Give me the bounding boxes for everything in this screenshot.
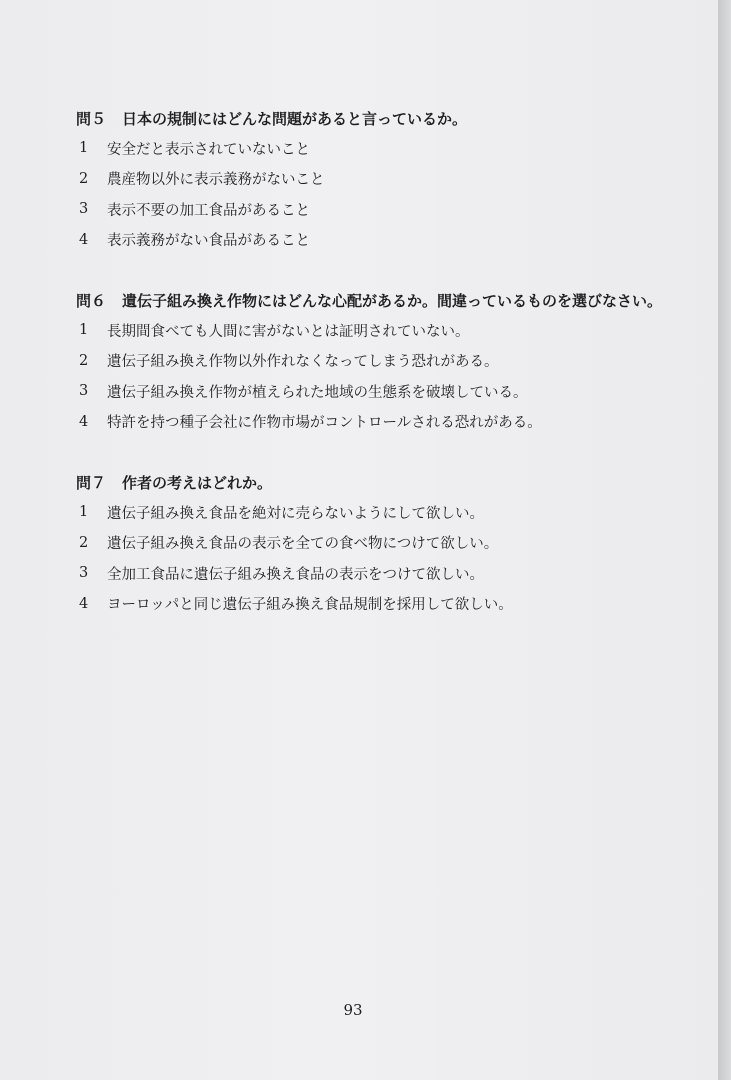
page-edge — [718, 0, 731, 1080]
answer-option — [76, 225, 716, 256]
option-number: 4 — [79, 413, 89, 430]
answer-option — [76, 558, 716, 589]
question-7 — [76, 467, 716, 619]
option-text: ヨーロッパと同じ遺伝子組み換え食品規制を採用して欲しい。 — [107, 597, 513, 614]
option-text: 特許を持つ種子会社に作物市場がコントロールされる恐れがある。 — [107, 415, 542, 432]
answer-option — [76, 589, 716, 620]
option-text: 遺伝子組み換え作物以外作れなくなってしまう恐れがある。 — [107, 354, 499, 371]
question-text: 日本の規制にはどんな問題があると言っているか。 — [122, 109, 468, 128]
option-number: 1 — [79, 322, 89, 339]
question-5 — [76, 103, 716, 255]
answer-option — [76, 407, 716, 438]
option-number: 1 — [79, 140, 89, 157]
question-number: 問７ — [76, 473, 107, 492]
option-number: 3 — [79, 383, 89, 400]
question-heading — [76, 467, 716, 497]
option-text: 全加工食品に遺伝子組み換え食品の表示をつけて欲しい。 — [107, 566, 484, 583]
answer-option — [76, 164, 716, 195]
question-text: 遺伝子組み換え作物にはどんな心配があるか。間違っているものを選びなさい。 — [122, 291, 663, 310]
option-text: 遺伝子組み換え食品の表示を全ての食べ物につけて欲しい。 — [107, 536, 499, 553]
answer-option — [76, 497, 716, 528]
option-number: 2 — [79, 534, 89, 551]
option-text: 遺伝子組み換え作物が植えられた地域の生態系を破壊している。 — [107, 384, 528, 401]
option-number: 2 — [79, 170, 89, 187]
option-number: 4 — [79, 595, 89, 612]
answer-option — [76, 376, 716, 407]
option-number: 2 — [79, 352, 89, 369]
answer-option — [76, 528, 716, 559]
question-number: 問６ — [76, 291, 107, 310]
page-number: 93 — [343, 1001, 363, 1019]
option-number: 3 — [79, 201, 89, 218]
answer-option — [76, 133, 716, 164]
answer-option — [76, 315, 716, 346]
question-text: 作者の考えはどれか。 — [122, 473, 273, 492]
question-number: 問５ — [76, 109, 107, 128]
option-number: 4 — [79, 231, 89, 248]
question-heading — [76, 285, 716, 315]
option-text: 表示不要の加工食品があること — [107, 202, 310, 219]
option-text: 表示義務がない食品があること — [107, 233, 310, 250]
option-number: 3 — [79, 565, 89, 582]
option-text: 農産物以外に表示義務がないこと — [107, 172, 325, 189]
option-number: 1 — [79, 504, 89, 521]
answer-option — [76, 194, 716, 225]
question-6 — [76, 285, 716, 437]
option-text: 安全だと表示されていないこと — [107, 141, 310, 158]
question-heading — [76, 103, 716, 133]
answer-option — [76, 346, 716, 377]
option-text: 遺伝子組み換え食品を絶対に売らないようにして欲しい。 — [107, 505, 484, 522]
option-text: 長期間食べても人間に害がないとは証明されていない。 — [107, 323, 470, 340]
